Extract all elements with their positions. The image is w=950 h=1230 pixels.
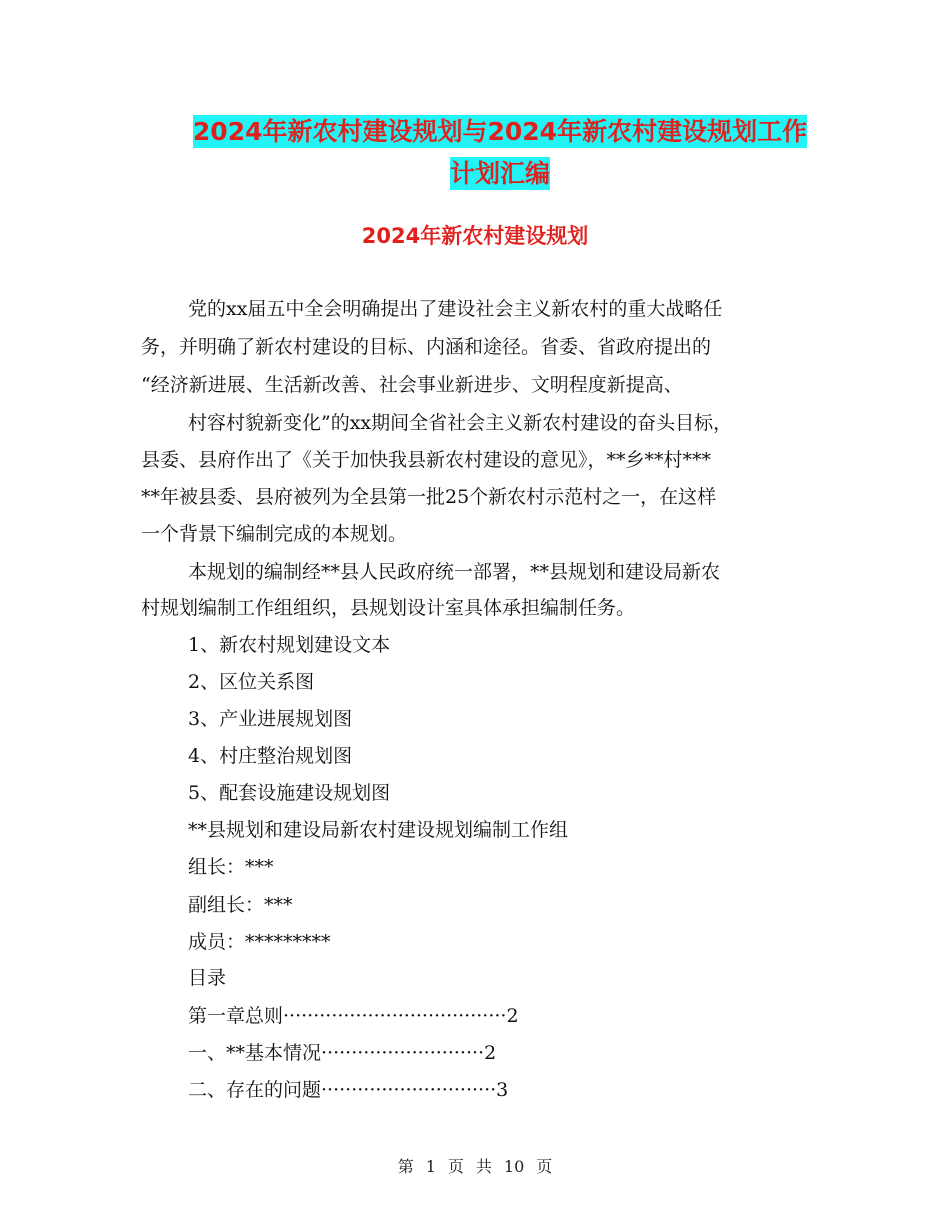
body-line: 副组长：***: [188, 894, 293, 916]
document-title-line-2: [120, 152, 880, 196]
body-line: 村容村貌新变化”的xx期间全省社会主义新农村建设的奋头目标，: [188, 412, 733, 434]
body-line: “经济新进展、生活新改善、社会事业新进步、文明程度新提高、: [141, 374, 683, 396]
body-line: 务，并明确了新农村建设的目标、内涵和途径。省委、省政府提出的: [141, 336, 712, 358]
footer-text: 页: [447, 1157, 464, 1176]
body-line: 成员：*********: [188, 931, 331, 953]
list-item: 2、区位关系图: [188, 671, 315, 693]
body-line: 本规划的编制经**县人民政府统一部署，**县规划和建设局新农: [188, 561, 721, 583]
list-item: 5、配套设施建设规划图: [188, 782, 391, 804]
page-number: 1: [425, 1157, 436, 1176]
title-text-1: 2024年新农村建设规划与2024年新农村建设规划工作: [192, 117, 808, 146]
list-item: 4、村庄整治规划图: [188, 745, 353, 767]
body-line: 党的xx届五中全会明确提出了建设社会主义新农村的重大战略任: [188, 298, 723, 320]
page-footer: [0, 1154, 950, 1177]
footer-text: 页: [536, 1157, 553, 1176]
body-line: 组长：***: [188, 856, 274, 878]
body-line: 村规划编制工作组组织，县规划设计室具体承担编制任务。: [141, 597, 636, 619]
toc-entry: 一、**基本情况···························2: [188, 1042, 497, 1064]
body-line: 县委、县府作出了《关于加快我县新农村建设的意见》，**乡**村***: [141, 449, 712, 471]
body-line: **县规划和建设局新农村建设规划编制工作组: [188, 819, 569, 841]
section-title: 2024年新农村建设规划: [361, 224, 589, 248]
footer-text: 第: [397, 1157, 414, 1176]
body-line: **年被县委、县府被列为全县第一批25个新农村示范村之一，在这样: [141, 486, 717, 508]
toc-entry: 二、存在的问题·····························3: [188, 1079, 509, 1101]
list-item: 3、产业进展规划图: [188, 708, 353, 730]
body-line: 一个背景下编制完成的本规划。: [141, 523, 408, 545]
title-text-2: 计划汇编: [449, 159, 550, 188]
document-title-line-1: [120, 110, 880, 154]
footer-text: 共: [475, 1157, 492, 1176]
total-pages: 10: [503, 1157, 525, 1176]
toc-heading: 目录: [188, 967, 227, 989]
toc-entry: 第一章总则·····································2: [188, 1005, 519, 1027]
list-item: 1、新农村规划建设文本: [188, 634, 391, 656]
